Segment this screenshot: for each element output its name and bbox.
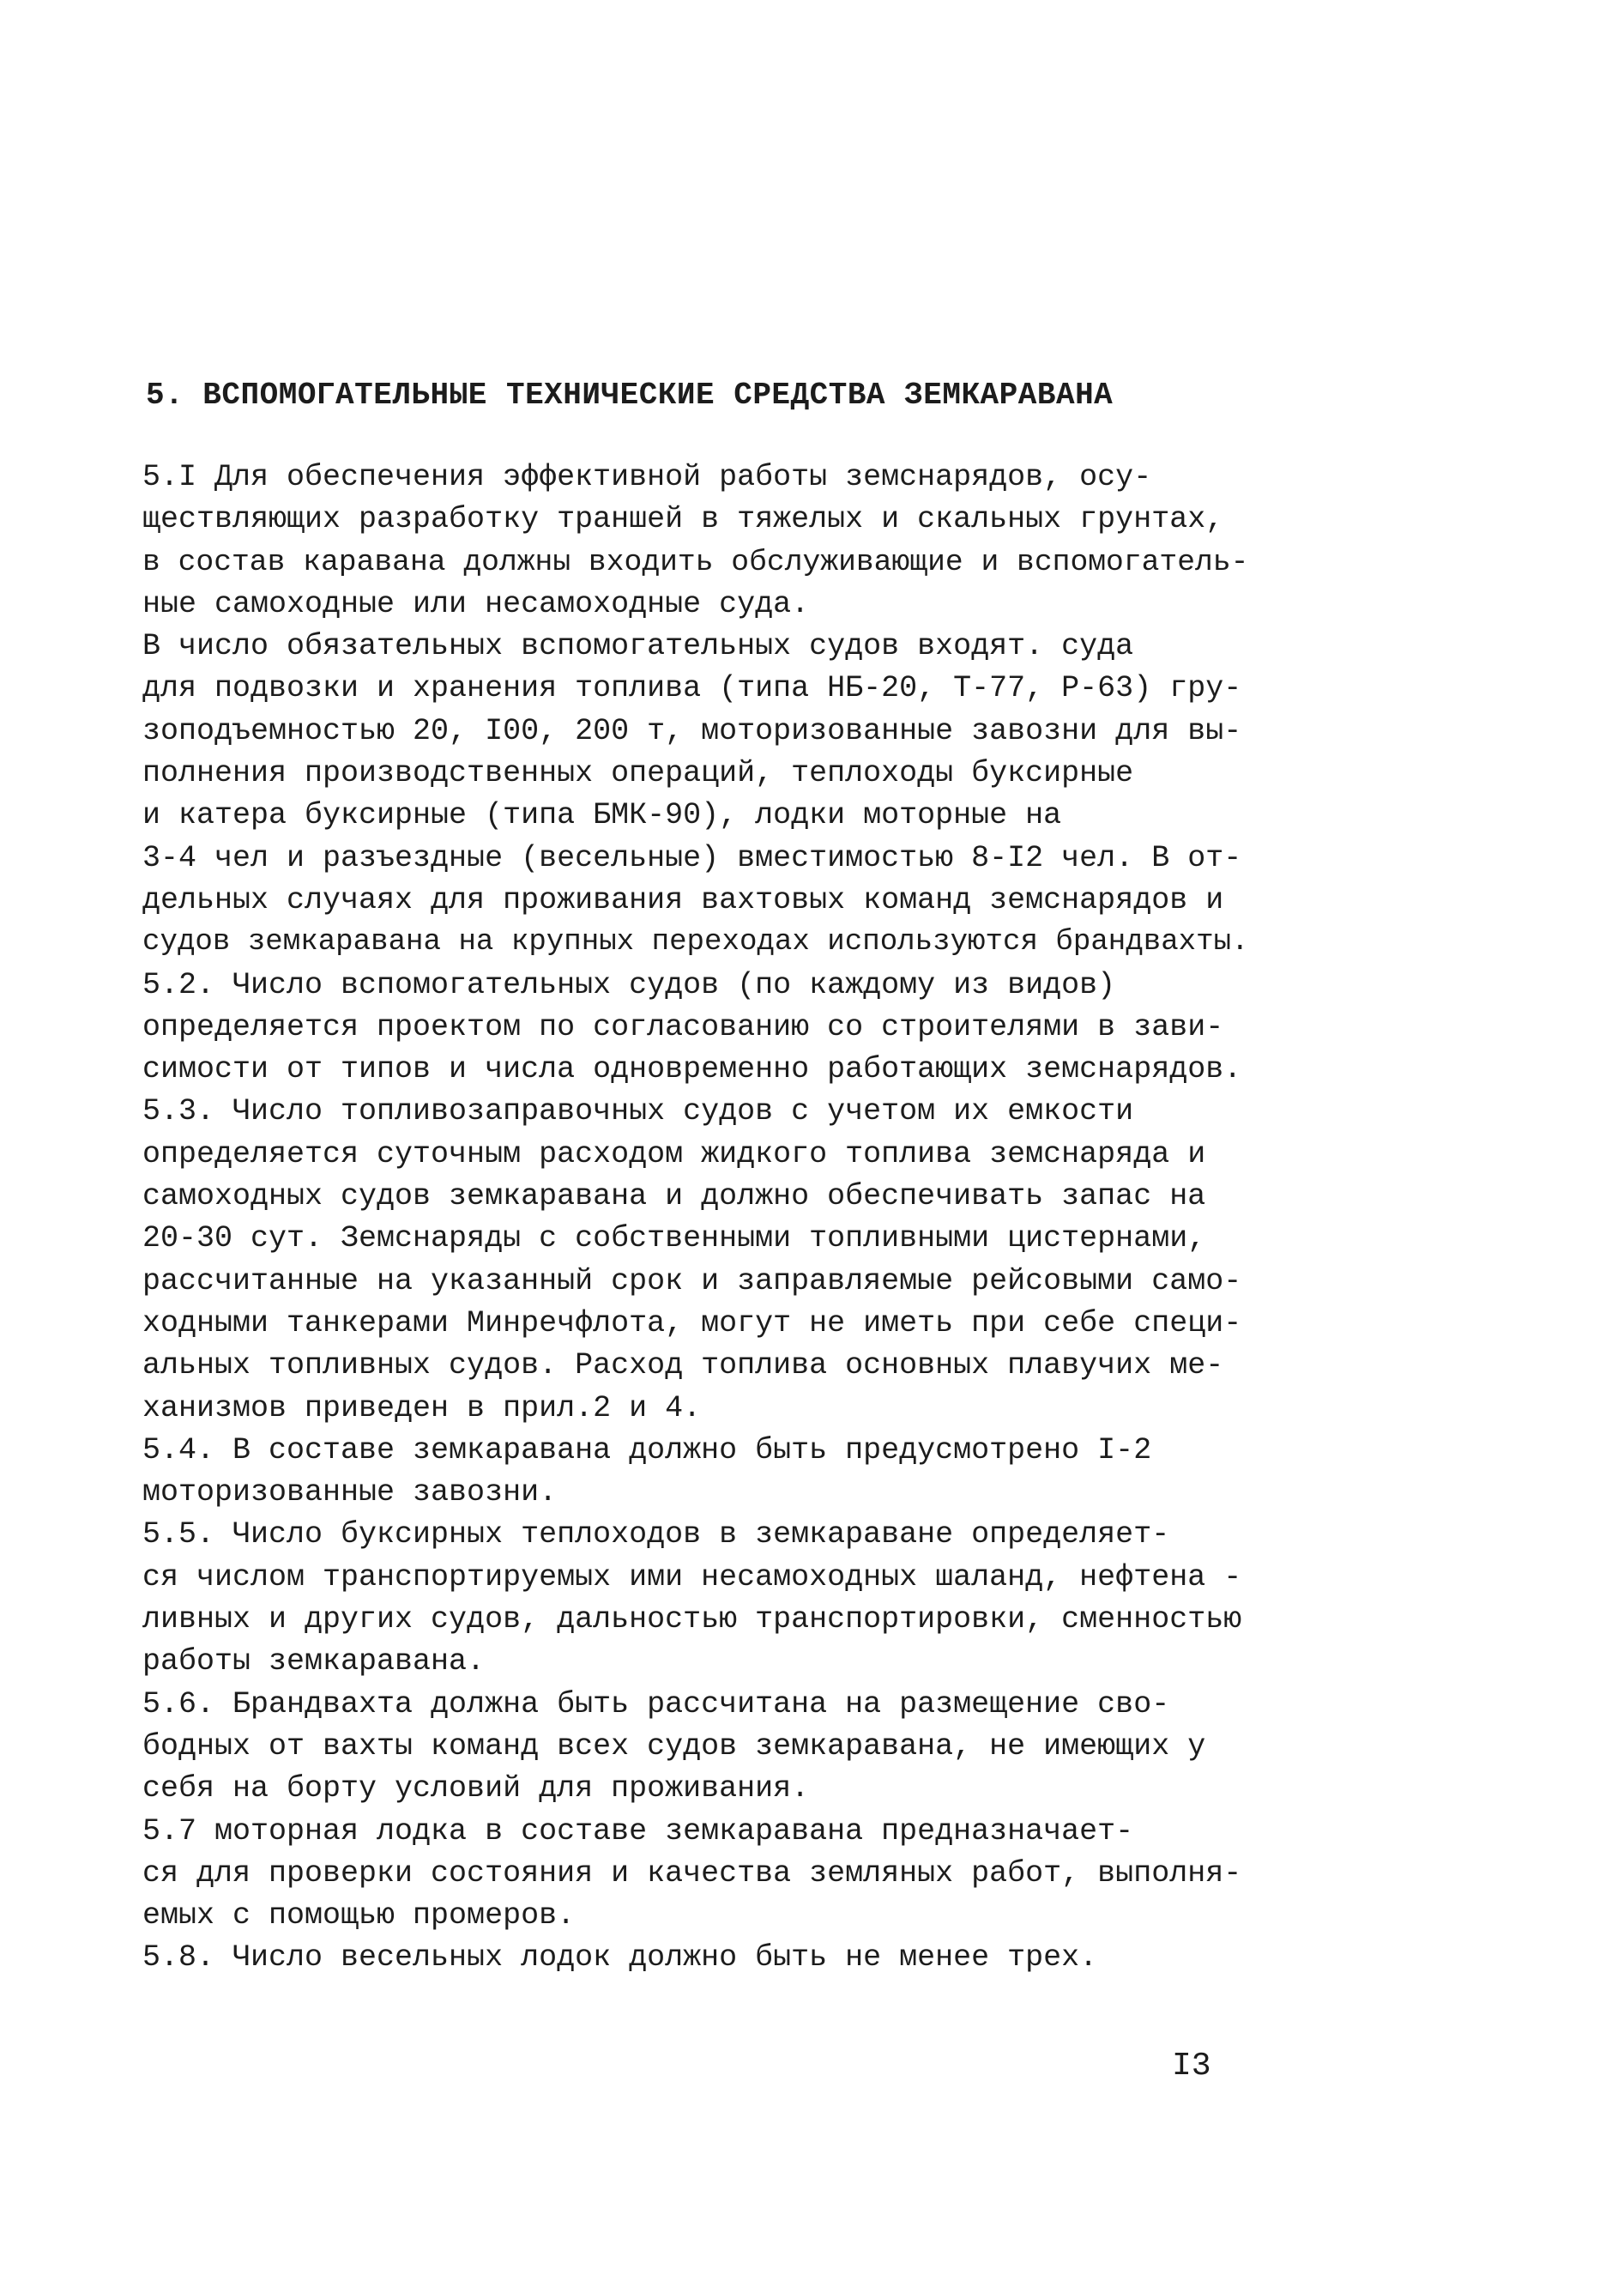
text-line: зоподъемностью 20, I00, 200 т, моторизованные завозни для вы- — [142, 713, 1242, 748]
text-line: 5.8. Число весельных лодок должно быть не менее трех. — [142, 1940, 1098, 1975]
text-line: 5.3. Число топливозаправочных судов с учетом их емкости — [142, 1094, 1134, 1129]
text-line: симости от типов и числа одновременно работающих земснарядов. — [142, 1052, 1242, 1087]
text-line: дельных случаях для проживания вахтовых команд земснарядов и — [142, 882, 1224, 917]
text-line: 5.4. В составе земкаравана должно быть предусмотрено I-2 — [142, 1432, 1152, 1467]
text-line: бодных от вахты команд всех судов земкаравана, не имеющих у — [142, 1728, 1206, 1764]
text-line: ливных и других судов, дальностью транспортировки, сменностью — [142, 1602, 1242, 1637]
text-line: 5.5. Число буксирных теплоходов в земкараване определяет- — [142, 1517, 1170, 1552]
text-line: самоходных судов земкаравана и должно обеспечивать запас на — [142, 1179, 1206, 1214]
text-line: ханизмов приведен в прил.2 и 4. — [142, 1390, 702, 1425]
text-line: 5.6. Брандвахта должна быть рассчитана на размещение сво- — [142, 1686, 1170, 1721]
text-line: 5.7 моторная лодка в составе земкаравана предназначает- — [142, 1813, 1134, 1848]
text-line: альных топливных судов. Расход топлива основных плавучих ме- — [142, 1348, 1224, 1383]
page-number: I3 — [1172, 2048, 1211, 2084]
text-line: В число обязательных вспомогательных судов входят. суда — [142, 629, 1134, 664]
text-line: 3-4 чел и разъездные (весельные) вместимостью 8-I2 чел. В от- — [142, 840, 1242, 875]
text-line: судов земкаравана на крупных переходах используются брандвахты. — [142, 926, 1249, 959]
section-heading: 5. ВСПОМОГАТЕЛЬНЫЕ ТЕХНИЧЕСКИЕ СРЕДСТВА ЗЕМКАРАВАНА — [146, 378, 1114, 413]
text-line: полнения производственных операций, теплоходы буксирные — [142, 756, 1134, 791]
text-line: себя на борту условий для проживания. — [142, 1771, 810, 1806]
text-line: емых с помощью промеров. — [142, 1898, 576, 1933]
text-line: 5.2. Число вспомогательных судов (по каждому из видов) — [142, 967, 1116, 1002]
text-line: ные самоходные или несамоходные суда. — [142, 586, 810, 621]
text-line: 5.I Для обеспечения эффективной работы земснарядов, осу- — [142, 460, 1152, 494]
text-line: рассчитанные на указанный срок и заправляемые рейсовыми само- — [142, 1263, 1242, 1298]
text-line: работы земкаравана. — [142, 1644, 486, 1679]
text-line: ся числом транспортируемых ими несамоходных шаланд, нефтена - — [142, 1559, 1242, 1594]
text-line: определяется суточным расходом жидкого топлива земснаряда и — [142, 1136, 1206, 1171]
text-line: для подвозки и хранения топлива (типа НБ-20, Т-77, Р-63) гру- — [142, 671, 1242, 706]
text-line: 20-30 сут. Земснаряды с собственными топливными цистернами, — [142, 1221, 1206, 1256]
text-line: определяется проектом по согласованию со строителями в зави- — [142, 1009, 1224, 1044]
text-line: и катера буксирные (типа БМК-90), лодки моторные на — [142, 798, 1062, 833]
text-line: ходными танкерами Минречфлота, могут не иметь при себе специ- — [142, 1305, 1242, 1340]
body-text — [142, 457, 1249, 1980]
text-line: ся для проверки состояния и качества земляных работ, выполня- — [142, 1855, 1242, 1891]
text-line: моторизованные завозни. — [142, 1475, 558, 1510]
text-line: в состав каравана должны входить обслуживающие и вспомогатель- — [142, 545, 1249, 579]
text-line: ществляющих разработку траншей в тяжелых и скальных грунтах, — [142, 502, 1224, 537]
